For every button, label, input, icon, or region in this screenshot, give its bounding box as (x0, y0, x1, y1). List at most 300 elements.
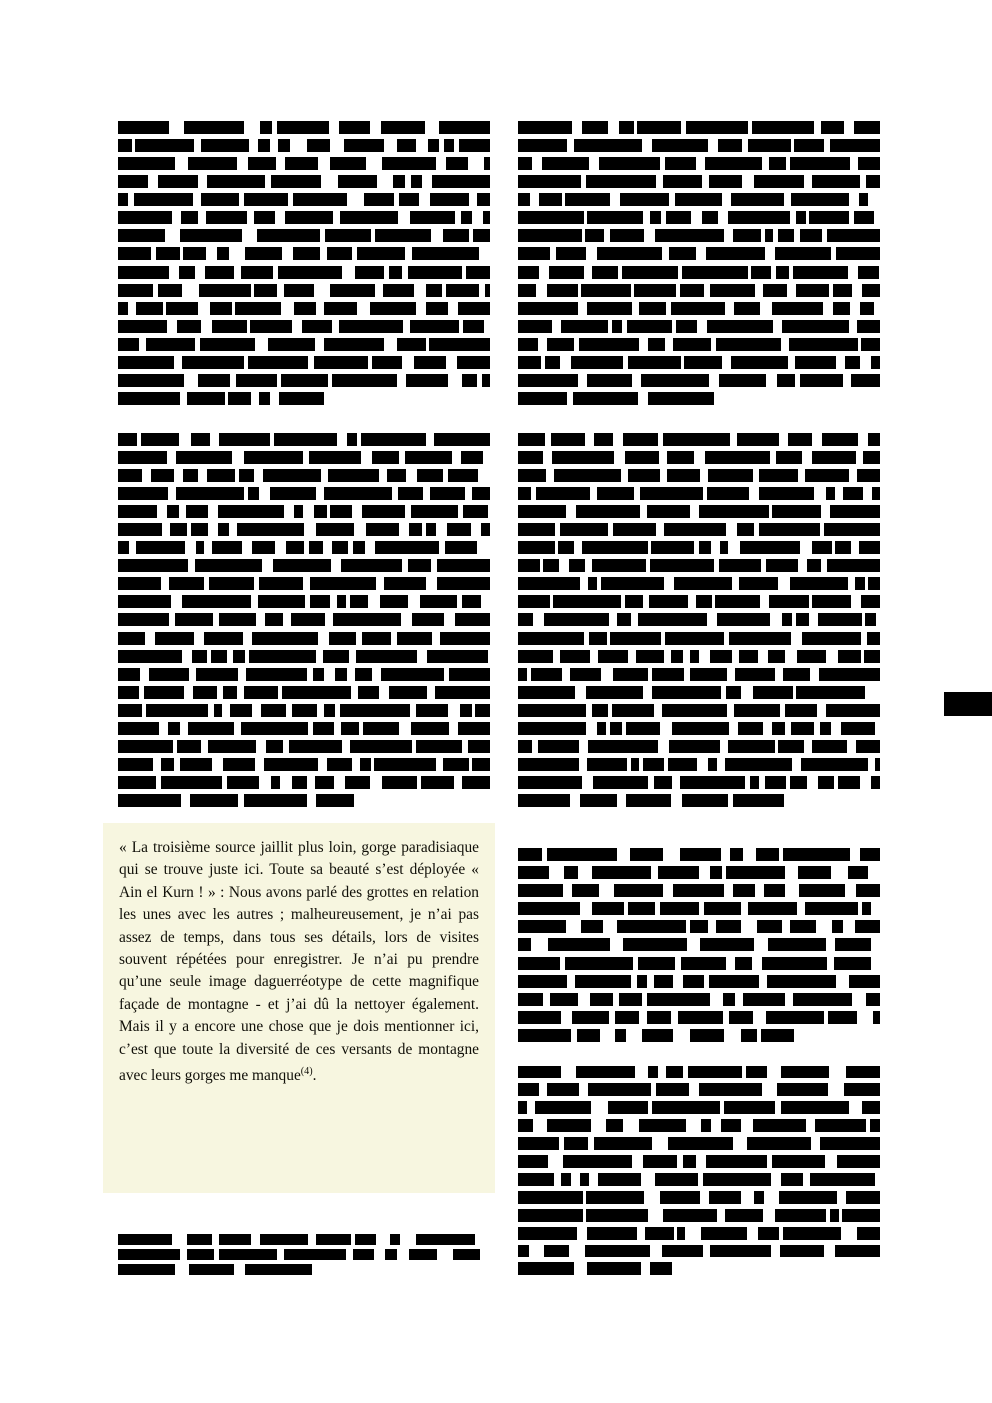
redacted-word (437, 577, 490, 590)
redacted-word (266, 740, 283, 753)
redacted-space (284, 505, 295, 518)
redacted-word (518, 157, 532, 170)
redacted-space (722, 356, 731, 369)
redacted-space (238, 668, 246, 681)
redacted-space (324, 668, 335, 681)
redacted-line (518, 936, 880, 954)
redacted-space (469, 193, 476, 206)
redacted-word (626, 794, 672, 807)
redacted-word (263, 469, 321, 482)
redacted-line (518, 484, 880, 502)
redacted-word (382, 157, 437, 170)
redacted-word (654, 975, 672, 988)
redacted-space (431, 229, 443, 242)
redacted-word (118, 523, 162, 536)
redacted-word (118, 776, 156, 789)
redacted-space (851, 595, 861, 608)
redacted-word (819, 668, 880, 681)
redacted-word (707, 320, 773, 333)
redacted-word (339, 320, 403, 333)
redacted-word (430, 193, 469, 206)
redacted-space (237, 157, 248, 170)
redacted-line (518, 990, 880, 1008)
redacted-space (754, 938, 768, 951)
redacted-word (324, 302, 357, 315)
redacted-space (399, 722, 411, 735)
redacted-word (668, 1137, 733, 1150)
redacted-word (552, 451, 614, 464)
redacted-word (443, 758, 469, 771)
redacted-word (809, 211, 849, 224)
redacted-word (614, 884, 664, 897)
redacted-space (330, 139, 344, 152)
redacted-space (320, 247, 327, 260)
redacted-word (802, 632, 861, 645)
redacted-word (118, 613, 169, 626)
redacted-word (118, 1234, 172, 1245)
redacted-space (280, 776, 292, 789)
redacted-word (518, 1227, 577, 1240)
redacted-word (746, 1066, 767, 1079)
redacted-space (532, 740, 539, 753)
redacted-word (587, 1227, 637, 1240)
redacted-line (518, 1009, 880, 1027)
redacted-word (543, 559, 559, 572)
redacted-word (518, 1245, 529, 1258)
redacted-word (652, 139, 707, 152)
redacted-word (158, 284, 182, 297)
redacted-line (518, 227, 880, 245)
redacted-space (718, 211, 728, 224)
redacted-word (412, 247, 479, 260)
redacted-word (248, 487, 258, 500)
redacted-line (118, 1262, 480, 1277)
redacted-space (582, 776, 594, 789)
redacted-line (518, 1117, 880, 1135)
redacted-word (446, 157, 468, 170)
redacted-space (730, 433, 738, 446)
redacted-word (598, 650, 628, 663)
redacted-space (259, 487, 270, 500)
redacted-space (198, 302, 209, 315)
redacted-space (426, 577, 438, 590)
redacted-space (843, 374, 851, 387)
redacted-space (773, 320, 783, 333)
redacted-word (518, 740, 532, 753)
redacted-word (854, 211, 875, 224)
redacted-word (709, 1191, 742, 1204)
redacted-word (776, 266, 788, 279)
redacted-space (785, 866, 799, 879)
redacted-word (518, 1173, 554, 1186)
redacted-space (876, 613, 880, 626)
redacted-word (518, 1137, 559, 1150)
redacted-word (135, 139, 194, 152)
quote-paragraph (119, 837, 479, 1088)
redacted-word (279, 392, 324, 405)
redacted-line (118, 263, 490, 281)
redacted-space (337, 433, 347, 446)
redacted-word (118, 356, 174, 369)
redacted-word (724, 1101, 775, 1114)
redacted-space (270, 139, 278, 152)
redacted-space (688, 595, 696, 608)
redacted-line (118, 172, 490, 190)
redacted-word (860, 848, 879, 861)
redacted-word (245, 1264, 312, 1275)
redacted-word (345, 776, 370, 789)
redacted-space (543, 451, 552, 464)
redacted-word (381, 121, 425, 134)
redacted-word (650, 1262, 672, 1275)
redacted-word (518, 722, 586, 735)
redacted-line (118, 756, 490, 774)
redacted-word (458, 302, 490, 315)
redacted-space (368, 595, 380, 608)
redacted-word (858, 157, 879, 170)
redacted-space (849, 1101, 862, 1114)
redacted-space (875, 722, 880, 735)
redacted-word (244, 686, 278, 699)
redacted-word (796, 284, 829, 297)
redacted-word (347, 433, 357, 446)
redacted-word (462, 595, 481, 608)
redacted-word (167, 505, 179, 518)
redacted-word (772, 1155, 825, 1168)
redacted-word (642, 1029, 673, 1042)
redacted-line (518, 1260, 880, 1278)
redacted-word (738, 722, 764, 735)
redacted-space (403, 320, 410, 333)
redacted-word (859, 541, 880, 554)
redacted-space (579, 740, 588, 753)
redacted-word (200, 338, 255, 351)
redacted-space (159, 722, 168, 735)
redacted-space (785, 722, 792, 735)
redacted-line (118, 227, 490, 245)
redacted-line (518, 1188, 880, 1206)
redacted-word (652, 668, 684, 681)
redacted-word (868, 433, 880, 446)
redacted-word (796, 613, 809, 626)
redacted-word (518, 632, 584, 645)
redacted-word (594, 1137, 652, 1150)
redacted-space (613, 433, 623, 446)
redacted-line (518, 918, 880, 936)
redacted-word (663, 433, 729, 446)
redacted-space (566, 920, 581, 933)
redacted-space (850, 848, 860, 861)
redacted-word (680, 284, 704, 297)
redacted-word (405, 451, 452, 464)
redacted-word (872, 487, 880, 500)
redacted-word (393, 175, 406, 188)
redacted-line (518, 954, 880, 972)
redacted-word (341, 559, 403, 572)
redacted-word (709, 175, 743, 188)
redacted-word (440, 632, 490, 645)
redacted-word (678, 1011, 723, 1024)
redacted-line (518, 1027, 880, 1045)
redacted-word (385, 1249, 398, 1260)
redacted-word (833, 302, 851, 315)
redacted-word (344, 139, 384, 152)
redacted-space (775, 668, 783, 681)
redacted-word (677, 1227, 685, 1240)
redacted-space (165, 229, 180, 242)
redacted-space (759, 975, 767, 988)
redacted-word (783, 1227, 841, 1240)
redacted-space (874, 211, 880, 224)
redacted-space (614, 451, 625, 464)
redacted-word (387, 469, 406, 482)
redacted-word (518, 469, 546, 482)
redacted-word (118, 193, 128, 206)
redacted-space (208, 523, 218, 536)
redacted-word (518, 139, 567, 152)
redacted-space (831, 866, 848, 879)
redacted-word (781, 1066, 829, 1079)
redacted-word (593, 776, 648, 789)
redacted-word (708, 469, 753, 482)
redacted-space (599, 884, 613, 897)
redacted-line (518, 172, 880, 190)
redacted-space (436, 758, 443, 771)
redacted-word (201, 193, 239, 206)
redacted-word (795, 356, 836, 369)
redacted-space (175, 157, 188, 170)
column-right-block-2 (518, 430, 880, 810)
redacted-word (612, 704, 654, 717)
redacted-word (862, 284, 879, 297)
redacted-word (332, 374, 397, 387)
redacted-line (518, 1206, 880, 1224)
redacted-space (554, 1173, 561, 1186)
redacted-word (564, 1137, 588, 1150)
redacted-space (527, 1101, 536, 1114)
redacted-line (118, 448, 490, 466)
redacted-space (656, 175, 663, 188)
redacted-word (590, 993, 613, 1006)
redacted-word (189, 1264, 234, 1275)
redacted-word (615, 1029, 626, 1042)
redacted-space (252, 704, 261, 717)
redacted-space (468, 157, 485, 170)
redacted-space (452, 451, 460, 464)
redacted-word (146, 704, 208, 717)
redacted-word (870, 1119, 880, 1132)
redacted-word (783, 668, 809, 681)
redacted-word (708, 758, 717, 771)
redacted-line (118, 191, 490, 209)
redacted-word (309, 541, 323, 554)
redacted-space (181, 794, 190, 807)
redacted-word (518, 541, 555, 554)
redacted-word (416, 1234, 475, 1245)
redacted-word (673, 338, 711, 351)
redacted-space (847, 740, 855, 753)
redacted-space (610, 193, 620, 206)
redacted-space (650, 1245, 662, 1258)
redacted-word (327, 247, 352, 260)
redacted-space (771, 1173, 782, 1186)
redacted-space (419, 193, 430, 206)
redacted-space (771, 1245, 780, 1258)
redacted-space (673, 1029, 689, 1042)
redacted-word (864, 650, 880, 663)
redacted-word (398, 487, 423, 500)
redacted-space (628, 650, 636, 663)
redacted-word (518, 175, 581, 188)
redacted-word (875, 758, 880, 771)
redacted-word (289, 740, 341, 753)
redacted-space (349, 650, 356, 663)
redacted-word (671, 302, 725, 315)
redacted-word (374, 758, 436, 771)
redacted-space (609, 613, 617, 626)
redacted-word (588, 740, 658, 753)
redacted-word (375, 541, 440, 554)
redacted-space (626, 1029, 642, 1042)
redacted-space (307, 776, 315, 789)
redacted-word (169, 577, 204, 590)
redacted-word (686, 121, 748, 134)
redacted-space (763, 722, 772, 735)
redacted-space (811, 1137, 820, 1150)
redacted-space (868, 866, 878, 879)
redacted-word (699, 541, 711, 554)
redacted-word (315, 776, 335, 789)
redacted-space (397, 1249, 408, 1260)
redacted-space (785, 884, 799, 897)
redacted-word (434, 433, 490, 446)
redacted-word (560, 523, 608, 536)
redacted-word (830, 505, 880, 518)
redacted-word (587, 1262, 641, 1275)
redacted-word (168, 722, 180, 735)
redacted-word (397, 338, 425, 351)
redacted-space (533, 1119, 548, 1132)
redacted-word (361, 433, 427, 446)
redacted-word (666, 1066, 682, 1079)
redacted-space (210, 433, 219, 446)
redacted-word (223, 686, 236, 699)
redacted-word (586, 1209, 648, 1222)
redacted-word (414, 356, 446, 369)
column-right-block-4 (518, 1063, 880, 1278)
redacted-word (364, 193, 395, 206)
redacted-word (547, 1083, 579, 1096)
redacted-word (779, 1191, 838, 1204)
redacted-line (518, 593, 880, 611)
redacted-word (218, 505, 284, 518)
redacted-space (601, 668, 613, 681)
redacted-word (656, 1083, 689, 1096)
redacted-word (587, 302, 632, 315)
redacted-word (481, 523, 489, 536)
redacted-line (118, 484, 490, 502)
redacted-word (576, 1066, 636, 1079)
redacted-space (687, 938, 700, 951)
redacted-space (828, 1083, 844, 1096)
redacted-word (739, 650, 759, 663)
redacted-space (179, 505, 186, 518)
redacted-word (791, 193, 849, 206)
redacted-space (208, 505, 219, 518)
redacted-word (553, 595, 620, 608)
redacted-word (683, 975, 704, 988)
redacted-line (118, 466, 490, 484)
redacted-line (118, 557, 490, 575)
redacted-space (574, 1262, 587, 1275)
redacted-word (619, 121, 633, 134)
redacted-word (598, 1173, 641, 1186)
redacted-word (239, 469, 254, 482)
redacted-word (855, 920, 880, 933)
redacted-word (592, 704, 608, 717)
redacted-space (781, 338, 790, 351)
redacted-word (183, 247, 206, 260)
redacted-word (258, 595, 305, 608)
redacted-word (210, 302, 232, 315)
redacted-word (721, 1119, 741, 1132)
redacted-word (294, 505, 303, 518)
redacted-word (314, 356, 367, 369)
redacted-word (389, 686, 427, 699)
redacted-word (820, 1137, 880, 1150)
redacted-word (310, 595, 330, 608)
redacted-space (168, 487, 176, 500)
redacted-word (370, 302, 416, 315)
redacted-line (518, 191, 880, 209)
redacted-space (140, 668, 149, 681)
redacted-word (556, 247, 585, 260)
redacted-line (118, 136, 490, 154)
redacted-space (654, 704, 662, 717)
redacted-space (330, 595, 337, 608)
redacted-word (757, 920, 782, 933)
redacted-space (831, 722, 841, 735)
redacted-space (376, 1234, 390, 1245)
redacted-space (848, 266, 858, 279)
redacted-line (518, 1242, 880, 1260)
redacted-word (631, 758, 639, 771)
redacted-word (249, 650, 316, 663)
redacted-space (848, 577, 855, 590)
redacted-word (862, 902, 870, 915)
redacted-space (471, 523, 482, 536)
redacted-space (244, 121, 260, 134)
redacted-space (242, 541, 252, 554)
redacted-word (835, 1245, 880, 1258)
redacted-word (860, 302, 874, 315)
redacted-space (198, 175, 207, 188)
redacted-line (118, 683, 490, 701)
redacted-space (665, 338, 673, 351)
redacted-space (608, 121, 619, 134)
redacted-space (752, 957, 763, 970)
redacted-word (332, 541, 348, 554)
redacted-word (801, 758, 868, 771)
redacted-word (790, 776, 807, 789)
redacted-word (258, 139, 270, 152)
redacted-word (719, 559, 761, 572)
redacted-word (592, 902, 624, 915)
redacted-word (800, 229, 822, 242)
redacted-space (724, 229, 733, 242)
redacted-space (663, 884, 673, 897)
redacted-space (432, 632, 440, 645)
